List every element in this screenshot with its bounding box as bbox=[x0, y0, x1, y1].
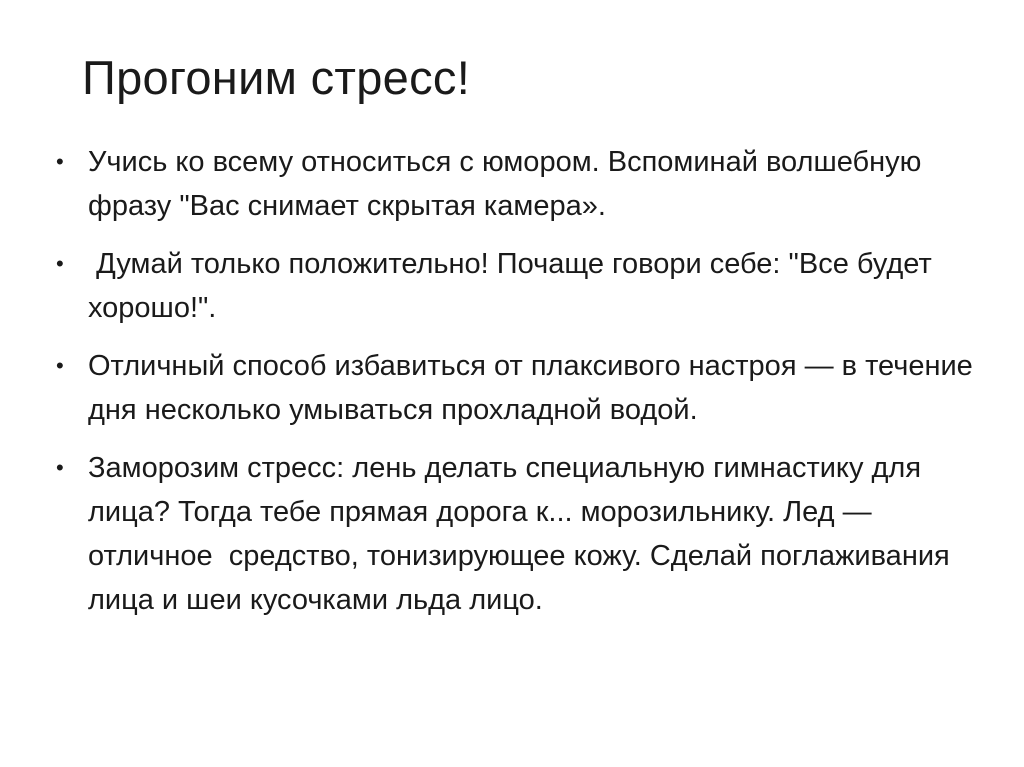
bullet-icon: • bbox=[56, 149, 64, 174]
bullet-item-positive bbox=[56, 242, 976, 330]
slide-title: Прогоним стресс! bbox=[82, 51, 471, 104]
bullet-text: Учись ко всему относиться с юмором. Вспоминай волшебную фразу "Вас снимает скрытая камера». bbox=[88, 146, 930, 222]
bullet-icon: • bbox=[56, 251, 64, 276]
bullet-item-ice bbox=[56, 446, 976, 622]
bullet-item-cool-water bbox=[56, 344, 981, 432]
bullet-list bbox=[56, 140, 981, 636]
bullet-text: Думай только положительно! Почаще говори себе: "Все будет хорошо!". bbox=[88, 248, 940, 324]
bullet-icon: • bbox=[56, 455, 64, 480]
bullet-text: Заморозим стресс: лень делать специальную гимнастику для лица? Тогда тебе прямая дорога к... морозильнику. Лед — отличное средство, тонизирующее кожу. Сделай поглаживания лица и шеи кусочками льда лицо. bbox=[88, 452, 958, 616]
bullet-item-humor bbox=[56, 140, 976, 228]
bullet-icon: • bbox=[56, 353, 64, 378]
bullet-text: Отличный способ избавиться от плаксивого настроя — в течение дня несколько умываться прохладной водой. bbox=[88, 350, 981, 426]
